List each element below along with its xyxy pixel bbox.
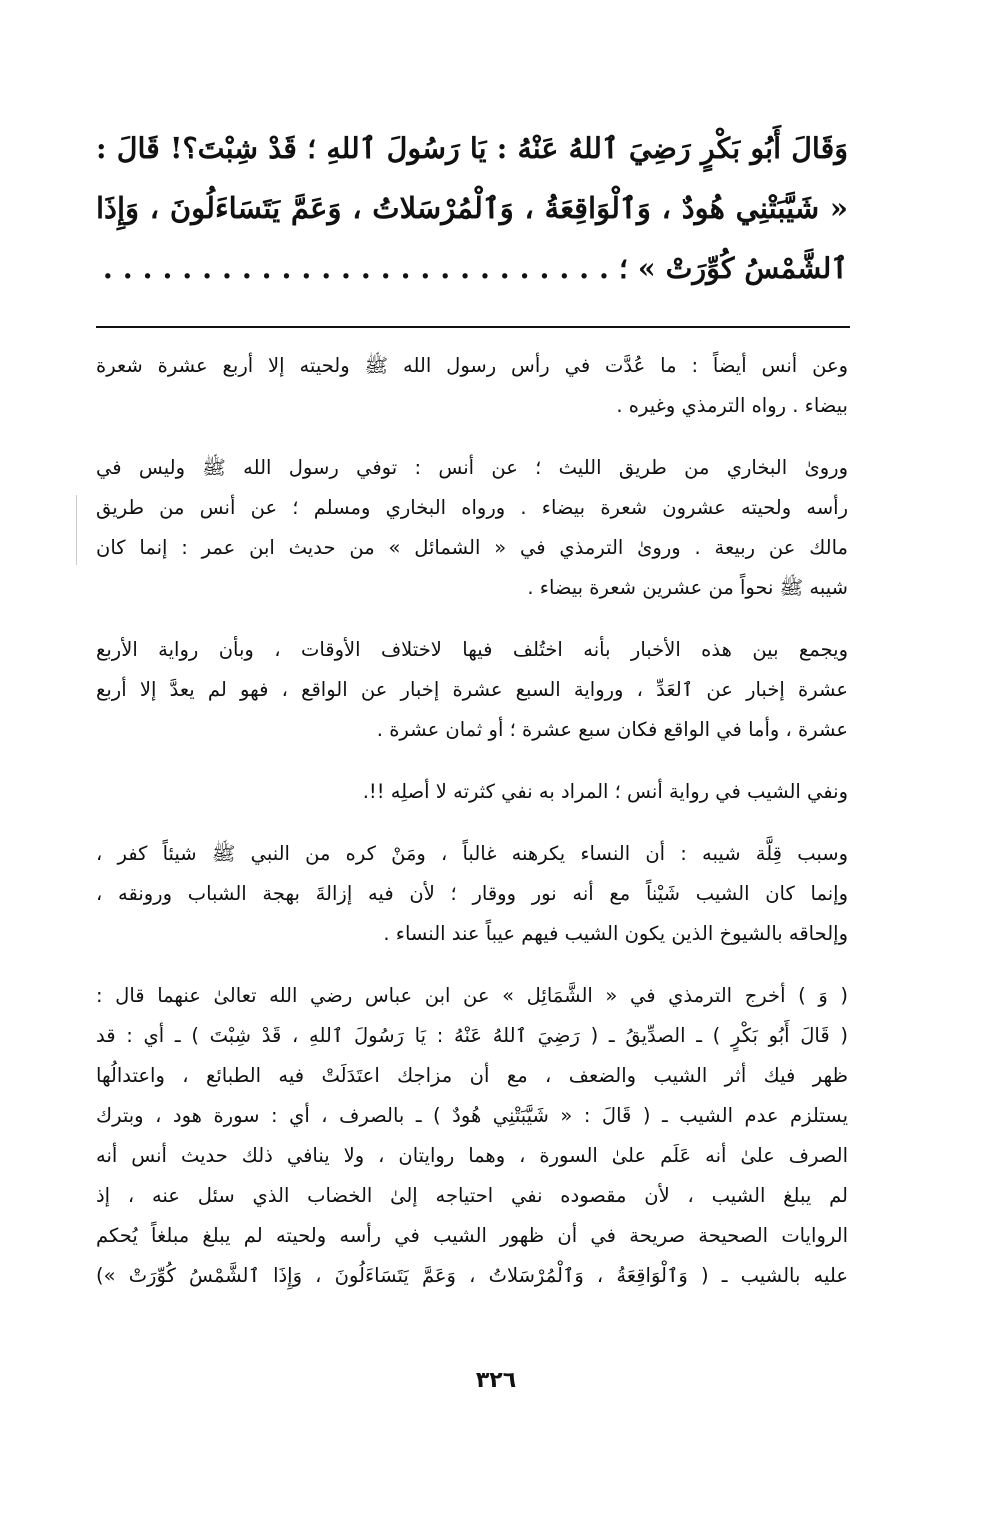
text-line: الروايات الصحيحة صريحة في أن ظهور الشيب في رأسه ولحيته لم يبلغ مبلغاً يُحكم [96, 1224, 848, 1247]
text-line: عليه بالشيب ـ ( وَٱلْوَاقِعَةُ ، وَٱلْمُرْسَلاتُ ، وَعَمَّ يَتَسَاءَلُونَ ، وَإِذَا ٱلشَّمْسُ كُوِّرَتْ ») [96, 1264, 848, 1287]
text-line: وإنما كان الشيب شَيْناً مع أنه نور ووقار ؛ لأن فيه إزالةَ بهجة الشباب ورونقه ، [96, 882, 848, 905]
text-line: ويجمع بين هذه الأخبار بأنه اختُلف فيها لاختلاف الأوقات ، وبأن رواية الأربع [96, 638, 848, 661]
text-line: لم يبلغ الشيب ، لأن مقصوده نفي احتياجه إلىٰ الخضاب الذي سئل عنه ، إذ [96, 1184, 848, 1207]
text-line: ونفي الشيب في رواية أنس ؛ المراد به نفي كثرته لا أصلِه !!. [362, 780, 848, 803]
paragraph [96, 772, 848, 812]
paragraph [96, 630, 848, 750]
text-line: ظهر فيك أثر الشيب والضعف ، مع أن مزاجك اعتَدَلَتْ فيه الطبائع ، واعتدالُها [96, 1064, 848, 1087]
text-line: ( قَالَ أَبُو بَكْرٍ ) ـ الصدِّيقُ ـ ( رَضِيَ ٱللهُ عَنْهُ : يَا رَسُولَ ٱللهِ ، قَدْ شِبْتَ ) ـ أي : قد [96, 1024, 848, 1047]
text-line: عشرة إخبار عن ٱلعَدِّ ، ورواية السبع عشرة إخبار عن الواقع ، فهو لم يعدَّ إلا أربع [96, 678, 848, 701]
text-line: رأسه ولحيته عشرون شعرة بيضاء . ورواه البخاري ومسلم ؛ عن أنس من طريق [96, 496, 848, 519]
hadith-text [96, 118, 848, 298]
hadith-line: ٱلشَّمْسُ كُوِّرَتْ » ؛ . . . . . . . . . . . . . . . . . . . . . . . . . . [102, 251, 848, 285]
text-line: عشرة ، وأما في الواقع فكان سبع عشرة ؛ أو ثمان عشرة . [376, 718, 848, 741]
commentary-text [96, 346, 848, 1318]
section-divider [96, 326, 850, 328]
page-number: ٣٢٦ [475, 1368, 517, 1393]
margin-mark [76, 495, 77, 565]
paragraph [96, 448, 848, 608]
hadith-line: « شَيَّبَتْنِي هُودٌ ، وَٱلْوَاقِعَةُ ، وَٱلْمُرْسَلاتُ ، وَعَمَّ يَتَسَاءَلُونَ ، وَإِذَا [96, 191, 848, 225]
text-line: الصرف علىٰ أنه عَلَم علىٰ السورة ، وهما روايتان ، ولا ينافي ذلك حديث أنس أنه [96, 1144, 848, 1167]
hadith-line: وَقَالَ أَبُو بَكْرٍ رَضِيَ ٱللهُ عَنْهُ : يَا رَسُولَ ٱللهِ ؛ قَدْ شِبْتَ؟! قَالَ : [96, 131, 848, 165]
paragraph [96, 834, 848, 954]
text-line: وسبب قِلَّة شيبه : أن النساء يكرهنه غالباً ، ومَنْ كره من النبي ﷺ شيئاً كفر ، [96, 842, 848, 865]
text-line: شيبه ﷺ نحواً من عشرين شعرة بيضاء . [527, 576, 848, 599]
text-line: وروىٰ البخاري من طريق الليث ؛ عن أنس : توفي رسول الله ﷺ وليس في [96, 456, 848, 479]
text-line: بيضاء . رواه الترمذي وغيره . [616, 394, 848, 417]
text-line: مالك عن ربيعة . وروىٰ الترمذي في « الشمائل » من حديث ابن عمر : إنما كان [96, 536, 848, 559]
paragraph [96, 976, 848, 1296]
text-line: يستلزم عدم الشيب ـ ( قَالَ : « شَيَّبَتْنِي هُودٌ ) ـ بالصرف ، أي : سورة هود ، وبترك [96, 1104, 848, 1127]
paragraph [96, 346, 848, 426]
text-line: ( وَ ) أخرج الترمذي في « الشَّمَائِل » عن ابن عباس رضي الله تعالىٰ عنهما قال : [96, 984, 848, 1007]
text-line: وعن أنس أيضاً : ما عُدَّت في رأس رسول الله ﷺ ولحيته إلا أربع عشرة شعرة [96, 354, 848, 377]
text-line: وإلحاقه بالشيوخ الذين يكون الشيب فيهم عيباً عند النساء . [383, 922, 848, 945]
